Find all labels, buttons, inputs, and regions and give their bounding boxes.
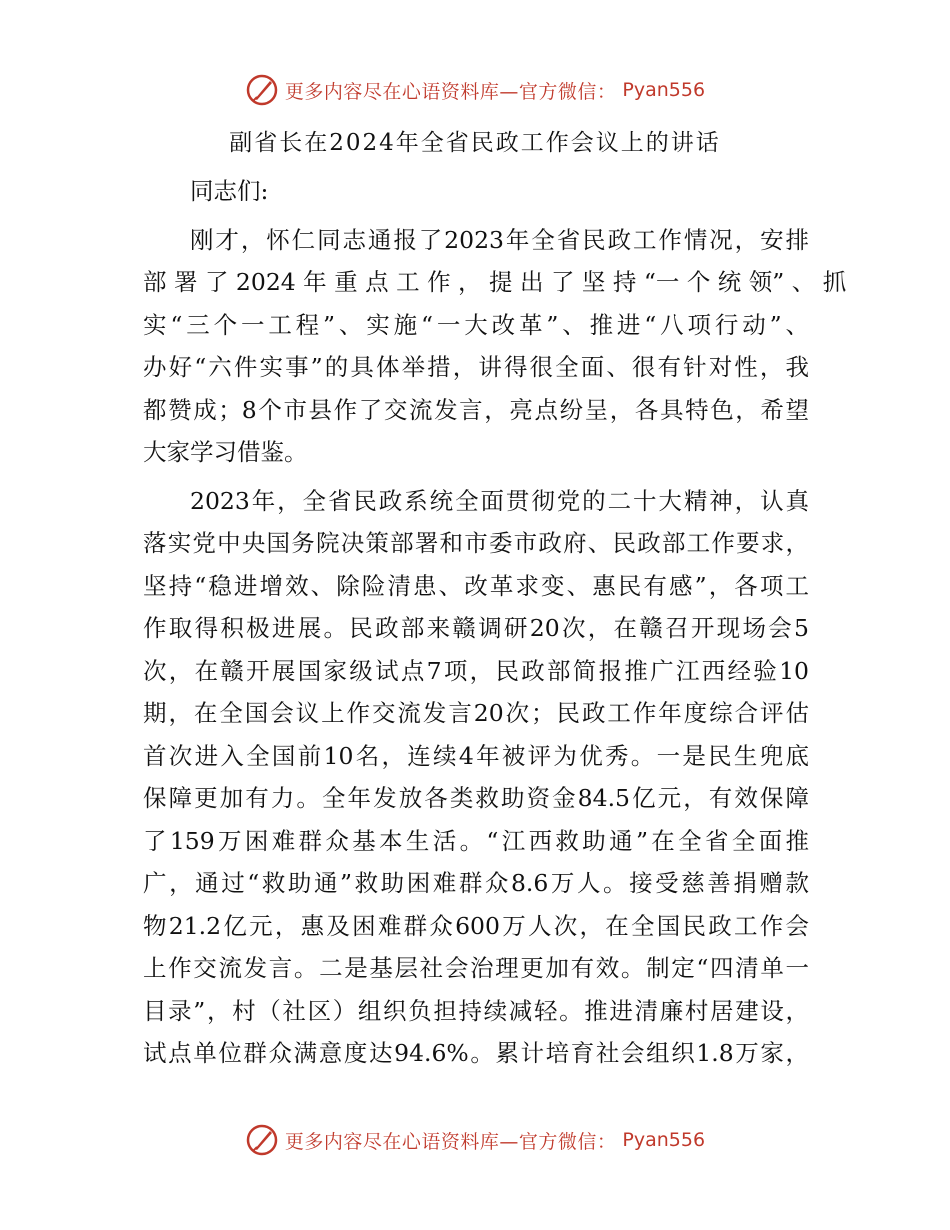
paragraph-line: 广，通过“救助通”救助困难群众8.6万人。接受慈善捐赠款 [143,869,809,897]
document-body [143,170,847,1075]
paragraph-line: 坚持“稳进增效、除险清患、改革求变、惠民有感”，各项工 [143,571,809,600]
quill-logo-icon [245,1123,279,1157]
paragraph-line: 上作交流发言。二是基层社会治理更加有效。制定“四清单一 [143,954,809,982]
paragraph-line: 刚才，怀仁同志通报了2023年全省民政工作情况，安排 [190,225,809,254]
paragraph-line: 都赞成；8个市县作了交流发言，亮点纷呈，各具特色，希望 [143,395,809,424]
watermark-text: 更多内容尽在心语资料库—官方微信： [284,80,617,103]
watermark-wechat-id: Pyan556 [622,1129,706,1151]
document-title: 副省长在2024年全省民政工作会议上的讲话 [229,130,721,156]
paragraph-line: 保障更加有力。全年发放各类救助资金84.5亿元，有效保障 [143,784,809,812]
quill-logo-icon [245,73,279,107]
watermark-wechat-id: Pyan556 [622,79,706,101]
paragraph-line: 期，在全国会议上作交流发言20次；民政工作年度综合评估 [143,699,809,727]
header-watermark [0,72,950,108]
paragraph-line: 次，在赣开展国家级试点7项，民政部简报推广江西经验10 [143,656,809,685]
paragraph-1 [143,219,847,474]
paragraph-line: 办好“六件实事”的具体举措，讲得很全面、很有针对性，我 [143,353,809,381]
paragraph-line: 大家学习借鉴。 [143,438,308,466]
watermark-text: 更多内容尽在心语资料库—官方微信： [284,1130,617,1153]
paragraph-line: 物21.2亿元，惠及困难群众600万人次，在全国民政工作会 [143,911,809,940]
paragraph-line: 首次进入全国前10名，连续4年被评为优秀。一是民生兜底 [143,741,809,770]
paragraph-line: 落实党中央国务院决策部署和市委市政府、民政部工作要求， [143,529,809,557]
paragraph-line: 实“三个一工程”、实施“一大改革”、推进“八项行动”、 [143,310,809,339]
salutation: 同志们: [190,177,269,205]
paragraph-line: 了159万困难群众基本生活。“江西救助通”在全省全面推 [143,826,809,855]
footer-watermark [0,1122,950,1158]
paragraph-line: 作取得积极进展。民政部来赣调研20次，在赣召开现场会5 [143,614,809,642]
paragraph-line: 目录”，村（社区）组织负担持续减轻。推进清廉村居建设， [143,996,809,1025]
paragraph-line: 2023年，全省民政系统全面贯彻党的二十大精神，认真 [190,486,809,515]
paragraph-line: 试点单位群众满意度达94.6%。累计培育社会组织1.8万家， [143,1039,809,1067]
paragraph-2 [143,480,809,1075]
paragraph-line: 部 署 了 2024 年 重 点 工 作 ， 提 出 了 坚 持 “一 个 统 领” 、 抓 [143,268,847,296]
